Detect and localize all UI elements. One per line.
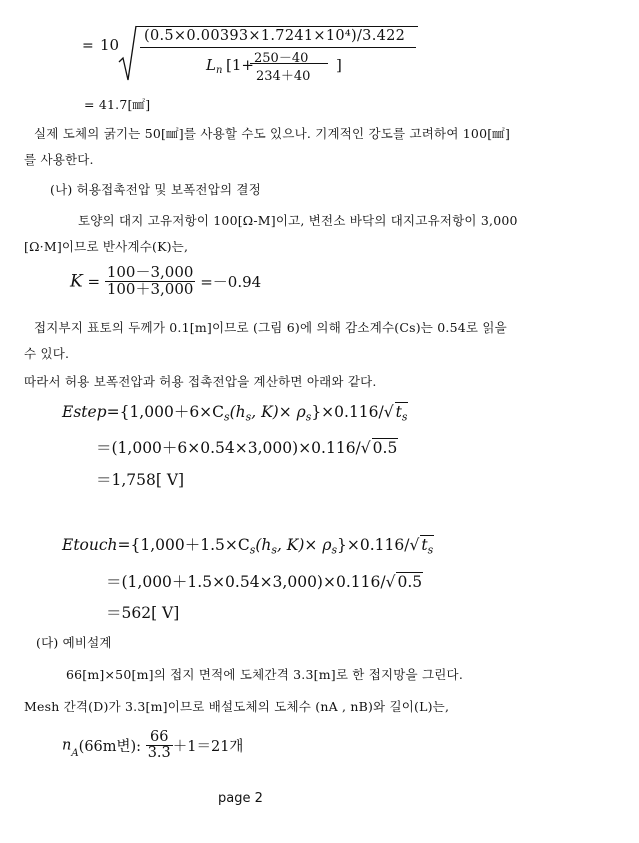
- eq1-inner-num: 250－40: [254, 51, 309, 66]
- heading-c: (다) 예비설계: [36, 635, 112, 650]
- k-eq-sign: =: [87, 272, 101, 291]
- etouch-line1-b: (h: [255, 536, 272, 554]
- eq1-inner-den: 234＋40: [256, 69, 311, 84]
- etouch-lhs: Etouch: [62, 536, 118, 554]
- etouch-line2-sqrt-arg: 0.5: [397, 573, 423, 591]
- page-footer: page 2: [218, 791, 263, 806]
- estep-line1-c: , K)× ρ: [251, 403, 306, 421]
- eq1-result: = 41.7[㎟]: [84, 97, 151, 112]
- na-equation: [62, 730, 243, 761]
- estep-line1: [62, 400, 408, 423]
- para3-line1: 접지부지 표토의 두께가 0.1[m]이므로 (그림 6)에 의해 감소계수(Cs)는 0.54로 읽을: [34, 320, 507, 335]
- etouch-sub-s: s: [249, 543, 256, 557]
- estep-line2: [96, 436, 398, 458]
- etouch-sqrt-sign: √: [409, 536, 420, 554]
- para1-line2: 를 사용한다.: [24, 152, 94, 167]
- estep-sub-s: s: [224, 410, 230, 424]
- estep-line1-d: }×0.116/: [311, 403, 384, 421]
- k-denominator: 100＋3,000: [106, 279, 194, 298]
- estep-line3: ＝1,758[ V]: [96, 471, 185, 489]
- heading-b: (나) 허용접촉전압 및 보폭전압의 결정: [50, 182, 261, 197]
- etouch-line2-text: ＝(1,000＋1.5×0.54×3,000)×0.116/: [106, 573, 386, 591]
- na-lhs: n: [62, 737, 72, 754]
- k-numerator: 100－3,000: [106, 263, 194, 281]
- k-rhs: =－0.94: [200, 272, 262, 291]
- na-lhs-sub: A: [71, 747, 79, 759]
- estep-line1-a: ={1,000＋6×C: [106, 403, 225, 421]
- para1-line1: 실제 도체의 굵기는 50[㎟]를 사용할 수도 있으나. 기계적인 강도를 고려하여 100[㎟]: [34, 126, 511, 141]
- etouch-line1-d: }×0.116/: [337, 536, 410, 554]
- na-denominator: 3.3: [147, 745, 171, 762]
- estep-line1-b: (h: [229, 403, 246, 421]
- k-equation: [70, 265, 261, 298]
- estep-line2-sqrt-arg: 0.5: [372, 439, 398, 457]
- etouch-line1-a: ={1,000＋1.5×C: [117, 536, 250, 554]
- eq1-numerator: (0.5×0.00393×1.7241×10⁴)/3.422: [144, 28, 406, 44]
- equation-1: [78, 20, 438, 90]
- para3-line2: 수 있다.: [24, 346, 70, 361]
- etouch-line2: [106, 570, 423, 592]
- estep-lhs: Estep: [62, 403, 107, 421]
- para4: 따라서 허용 보폭전압과 허용 접촉전압을 계산하면 아래와 같다.: [24, 374, 377, 389]
- etouch-line3: ＝562[ V]: [106, 604, 180, 622]
- para2-line1: 토양의 대지 고유저항이 100[Ω-M]이고, 변전소 바닥의 대지고유저항이 3,000: [78, 213, 518, 228]
- na-fraction: [146, 730, 173, 761]
- eq1-inner-bar: [250, 63, 328, 64]
- etouch-sub-s2: s: [271, 543, 277, 557]
- estep-sqrt-sign: √: [383, 403, 394, 421]
- etouch-line1-c: , K)× ρ: [276, 536, 332, 554]
- para5: 66[m]×50[m]의 접지 면적에 도체간격 3.3[m]로 한 접지망을 그린다.: [66, 667, 463, 682]
- eq1-radical-bar: [136, 26, 418, 27]
- na-numerator: 66: [146, 730, 173, 746]
- k-lhs: K: [70, 271, 83, 292]
- eq1-den-l: L: [206, 56, 216, 74]
- estep-line2-text: ＝(1,000＋6×0.54×3,000)×0.116/: [96, 439, 361, 457]
- na-label: (66m변):: [78, 739, 142, 756]
- para2-line2: [Ω·M]이므로 반사계수(K)는,: [24, 239, 189, 254]
- eq1-den-open: [1+: [226, 56, 254, 74]
- etouch-sqrt-arg: $t_s$: [421, 536, 434, 557]
- etouch-line2-sqrt-sign: √: [385, 573, 396, 591]
- eq1-den-close: ]: [336, 56, 342, 74]
- eq1-prefix: =: [82, 38, 94, 54]
- estep-sub-s3: s: [305, 410, 312, 424]
- estep-line2-sqrt-sign: √: [360, 439, 371, 457]
- eq1-radical-sign: [118, 24, 138, 84]
- estep-sub-s2: s: [245, 410, 252, 424]
- eq1-coef: 10: [100, 36, 120, 54]
- para6: Mesh 간격(D)가 3.3[m]이므로 배설도체의 도체수 (nA , nB)와 길이(L)는,: [24, 699, 450, 714]
- estep-sqrt-arg: $t_s$: [395, 403, 408, 424]
- na-rhs: ＋1＝21개: [172, 739, 244, 756]
- eq1-den-l-sub: n: [216, 65, 223, 76]
- etouch-sub-s3: s: [331, 543, 338, 557]
- etouch-line1: [62, 533, 434, 556]
- k-fraction: [105, 265, 196, 298]
